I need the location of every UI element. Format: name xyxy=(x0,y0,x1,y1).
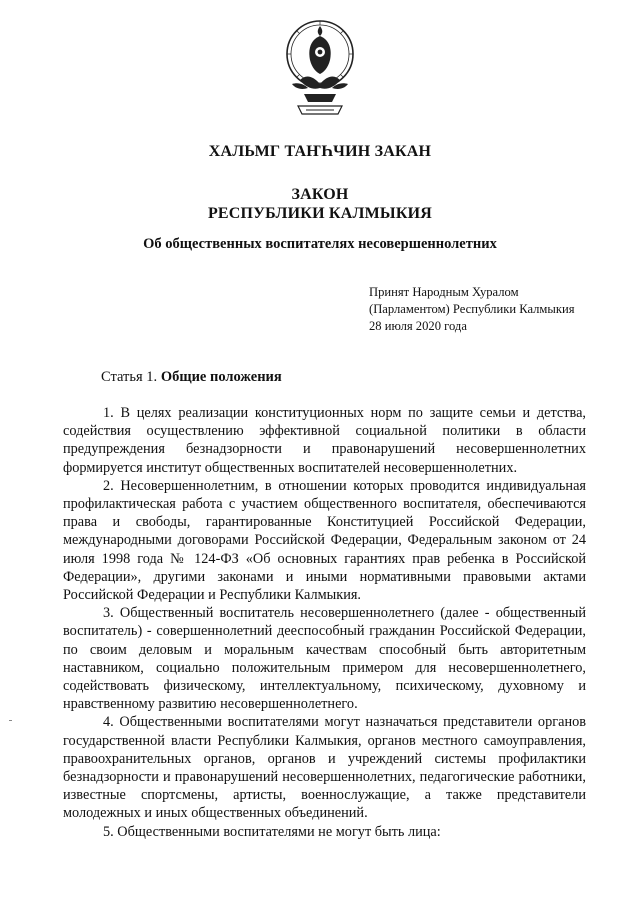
paragraph: 3. Общественный воспитатель несовершеннолетнего (далее - общественный воспитатель) - совершеннолетний дееспособный гражданин Российской Федерации, по своим деловым и моральным качествам способный быть авторитетным наставником, социально положительным примером для несовершеннолетнего, содействовать физическому, интеллектуальному, психическому, духовному и нравственному развитию несовершеннолетнего. xyxy=(63,605,586,713)
paragraph: 1. В целях реализации конституционных норм по защите семьи и детства, содействия осуществлению эффективной социальной политики в области предупреждения безнадзорности и правонарушений несовершеннолетних формируется институт общественных воспитателей несовершеннолетних. xyxy=(63,405,586,476)
adoption-date: 28 июля 2020 года xyxy=(369,319,467,333)
law-subject: Об общественных воспитателях несовершеннолетних xyxy=(143,236,497,252)
adoption-note xyxy=(369,284,619,335)
article-title: Общие положения xyxy=(160,369,282,385)
paragraph: 2. Несовершеннолетним, в отношении которых проводится индивидуальная профилактическая работа с участием общественного воспитателя, обеспечиваются права и свободы, гарантированные Конституцией Российской Федерации, международными договорами Российской Федерации, Федеральным законом от 24 июля 1998 года № 124-ФЗ «Об основных гарантиях прав ребенка в Российской Федерации», другими законами и иными нормативными правовыми актами Российской Федерации и Республики Калмыкия. xyxy=(63,477,586,604)
article-number: Статья 1. xyxy=(101,369,161,385)
margin-mark xyxy=(9,720,12,721)
article-body xyxy=(63,404,586,841)
republic-heading: РЕСПУБЛИКИ КАЛМЫКИЯ xyxy=(207,205,433,222)
adoption-line: Принят Народным Хуралом xyxy=(369,285,519,299)
article-heading xyxy=(101,369,282,386)
law-heading: ЗАКОН xyxy=(291,186,349,203)
paragraph: 5. Общественными воспитателями не могут быть лица: xyxy=(103,823,441,840)
kalmyk-law-title: ХАЛЬМГ ТАҤҺЧИН ЗАКАН xyxy=(208,143,432,160)
paragraph: 4. Общественными воспитателями могут назначаться представители органов государственной власти Республики Калмыкия, органов местного самоуправления, правоохранительных органов, органов и учреждений системы профилактики безнадзорности и правонарушений несовершеннолетних, педагогические работники, известные спортсмены, артисты, военнослужащие, а также представители молодежных и иных общественных объединений. xyxy=(63,714,586,822)
kalmykia-emblem-icon xyxy=(280,18,360,118)
adoption-line: (Парламентом) Республики Калмыкия xyxy=(369,302,575,316)
